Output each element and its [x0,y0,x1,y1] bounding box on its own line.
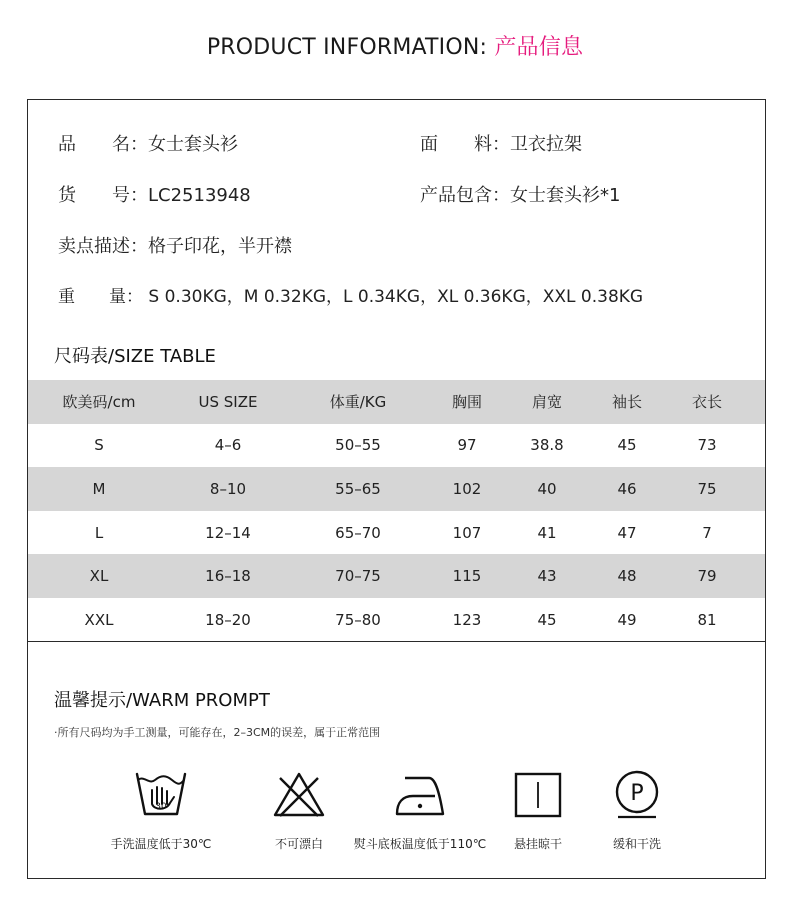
header-cell: 袖长 [611,393,643,412]
info-name-value: 女士套头衫 [148,134,238,155]
table-cell: 45 [537,610,557,629]
table-cell: 97 [457,436,477,455]
warm-prompt-title: 温馨提示/WARM PROMPT [54,690,270,711]
hand-wash-icon [134,770,188,820]
info-fabric-value: 卫衣拉架 [510,134,582,155]
info-selling-value: 格子印花，半开襟 [148,236,292,257]
table-cell: 47 [617,523,637,542]
table-cell: 123 [452,610,482,629]
page-title [0,30,790,61]
no-bleach-icon [272,770,326,820]
table-cell: 4–6 [214,436,242,455]
table-cell: 79 [697,567,717,586]
table-cell: XXL [84,610,114,629]
table-cell: 55–65 [335,479,381,498]
info-sku-value: LC2513948 [148,185,251,206]
table-cell: 75–80 [335,610,381,629]
table-cell: 107 [452,523,482,542]
table-cell: 41 [537,523,557,542]
info-selling-points [58,232,292,258]
table-row [28,554,765,598]
info-sku [58,181,251,207]
table-cell: 102 [452,479,482,498]
section-divider [28,641,765,642]
dry-clean-letter: P [630,781,644,806]
table-cell: 70–75 [335,567,381,586]
info-name [58,130,238,156]
header-cell: 肩宽 [531,393,563,412]
table-cell: 18–20 [205,610,251,629]
no-bleach-label: 不可漂白 [274,837,324,851]
table-cell: 8–10 [209,479,247,498]
info-fabric-label: 面 料： [420,134,510,155]
info-includes-value: 女士套头衫*1 [510,185,621,206]
table-cell: 43 [537,567,557,586]
info-selling-label: 卖点描述： [58,236,148,257]
info-includes [420,181,620,207]
header-cell: 欧美码/cm [62,393,136,412]
line-dry-icon [511,770,565,820]
size-table-title: 尺码表/SIZE TABLE [54,346,216,367]
table-cell: 75 [697,479,717,498]
table-cell: 12–14 [205,523,251,542]
table-cell: M [92,479,106,498]
info-weight-label: 重 量： [58,287,143,307]
table-cell: S [94,436,104,455]
hand-wash-label: 手洗温度低于30℃ [110,837,212,851]
iron-low-label: 熨斗底板温度低于110℃ [353,837,487,851]
table-row [28,424,765,468]
table-cell: 48 [617,567,637,586]
info-weight [58,282,643,307]
product-info-panel [27,99,766,879]
header-cell: US SIZE [198,392,258,411]
table-cell: 81 [697,610,717,629]
title-en: PRODUCT INFORMATION: [206,35,495,60]
dry-clean-label: 缓和干洗 [612,837,662,851]
table-cell: 7 [702,523,712,542]
title-zh: 产品信息 [494,35,584,60]
dry-clean-p-icon [610,770,664,820]
table-cell: 115 [452,567,482,586]
table-cell: 50–55 [335,436,381,455]
table-cell: 16–18 [205,567,251,586]
table-row [28,467,765,511]
info-sku-label: 货 号： [58,185,148,206]
table-cell: 73 [697,436,717,455]
header-cell: 体重/KG [329,393,387,412]
info-name-label: 品 名： [58,134,148,155]
iron-low-icon [393,770,447,820]
info-weight-value: S 0.30KG，M 0.32KG，L 0.34KG，XL 0.36KG，XXL 0.38KG [143,287,644,307]
info-includes-label: 产品包含： [420,185,510,206]
table-cell: 38.8 [530,436,564,455]
line-dry-label: 悬挂晾干 [513,837,563,851]
size-table [28,380,765,642]
table-cell: 46 [617,479,637,498]
size-table-header-row [28,380,765,424]
header-cell: 衣长 [691,393,723,412]
table-row [28,511,765,555]
table-cell: L [94,523,104,542]
table-row [28,598,765,642]
wash-temp-label: 30 [155,802,167,812]
table-cell: 65–70 [335,523,381,542]
table-cell: 40 [537,479,557,498]
table-cell: 49 [617,610,637,629]
measurement-note: ·所有尺码均为手工测量，可能存在，2–3CM的误差，属于正常范围 [54,726,381,739]
info-fabric [420,130,582,156]
table-cell: XL [89,567,109,586]
table-cell: 45 [617,436,637,455]
header-cell: 胸围 [451,393,483,412]
